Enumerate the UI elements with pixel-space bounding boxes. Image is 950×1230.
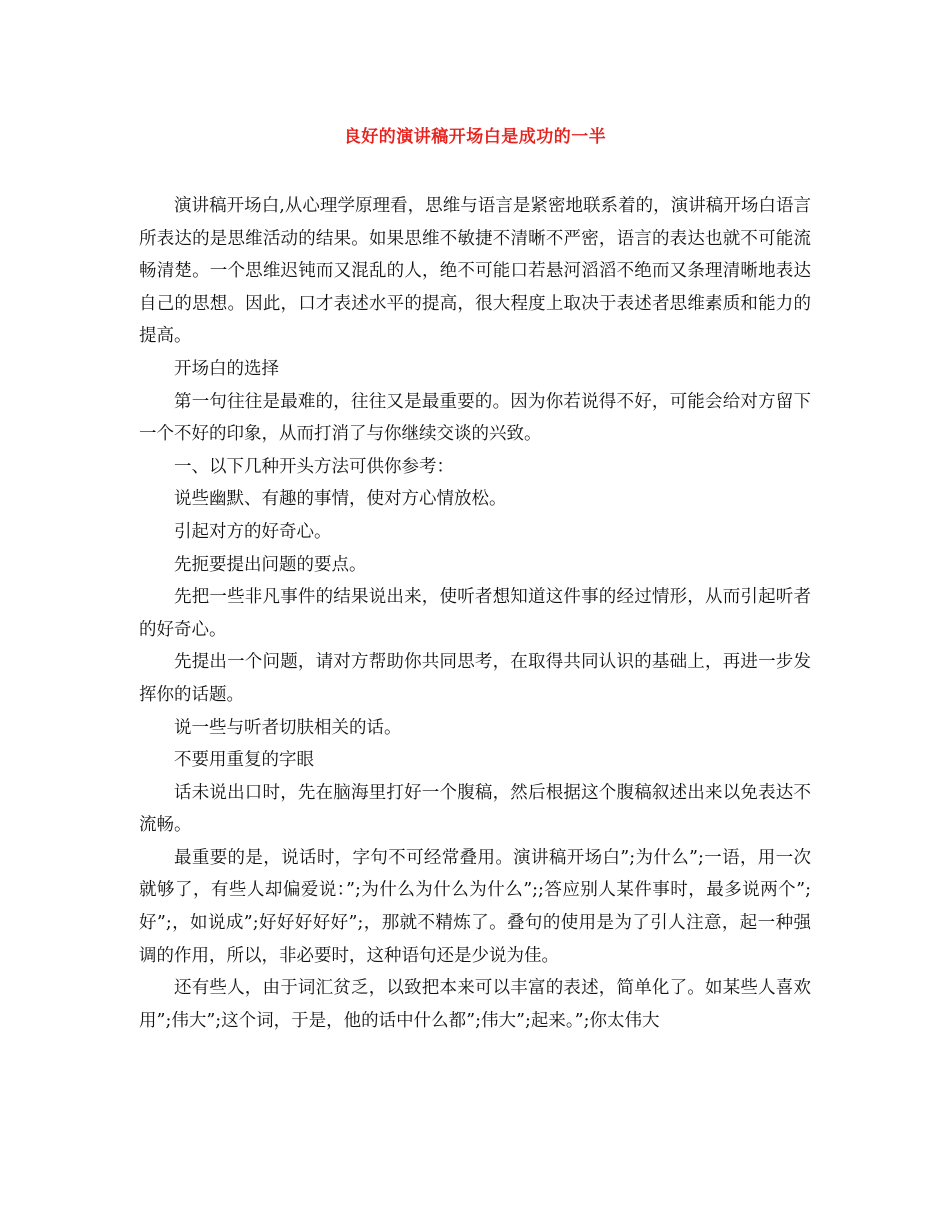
paragraph: 演讲稿开场白,从心理学原理看，思维与语言是紧密地联系着的，演讲稿开场白语言所表达的是思维活动的结果。如果思维不敏捷不清晰不严密，语言的表达也就不可能流畅清楚。一个思维迟钝而又混乱的人，绝不可能口若悬河滔滔不绝而又条理清晰地表达自己的思想。因此，口才表述水平的提高，很大程度上取决于表述者思维素质和能力的提高。 <box>139 196 811 347</box>
paragraph: 最重要的是，说话时，字句不可经常叠用。演讲稿开场白”;为什么”;一语，用一次就够了，有些人却偏爱说：”;为什么为什么为什么”;;答应别人某件事时，最多说两个”;好”;，如说成”;好好好好好”;，那就不精炼了。叠句的使用是为了引人注意，起一种强调的作用，所以，非必要时，这种语句还是少说为佳。 <box>139 847 811 966</box>
list-heading: 一、以下几种开头方法可供你参考： <box>174 456 454 477</box>
section-heading: 开场白的选择 <box>174 358 279 379</box>
list-item: 先把一些非凡事件的结果说出来，使听者想知道这件事的经过情形，从而引起听者的好奇心。 <box>139 587 811 640</box>
paragraph: 第一句往往是最难的，往往又是最重要的。因为你若说得不好，可能会给对方留下一个不好的印象，从而打消了与你继续交谈的兴致。 <box>139 391 811 445</box>
list-item: 先扼要提出问题的要点。 <box>174 554 367 575</box>
paragraph: 话未说出口时，先在脑海里打好一个腹稿，然后根据这个腹稿叙述出来以免表达不流畅。 <box>139 782 811 836</box>
document-body <box>139 190 811 1037</box>
document-title: 良好的演讲稿开场白是成功的一半 <box>343 127 607 147</box>
paragraph: 还有些人，由于词汇贫乏，以致把本来可以丰富的表述，简单化了。如某些人喜欢用”;伟大”;这个词，于是，他的话中什么都”;伟大”;起来。”;你太伟大 <box>139 978 811 1031</box>
list-item: 引起对方的好奇心。 <box>174 521 332 542</box>
list-item: 说些幽默、有趣的事情，使对方心情放松。 <box>174 489 507 510</box>
list-item: 说一些与听者切肤相关的话。 <box>174 717 402 738</box>
section-heading: 不要用重复的字眼 <box>174 750 314 771</box>
list-item: 先提出一个问题，请对方帮助你共同思考，在取得共同认识的基础上，再进一步发挥你的话题。 <box>139 652 811 705</box>
